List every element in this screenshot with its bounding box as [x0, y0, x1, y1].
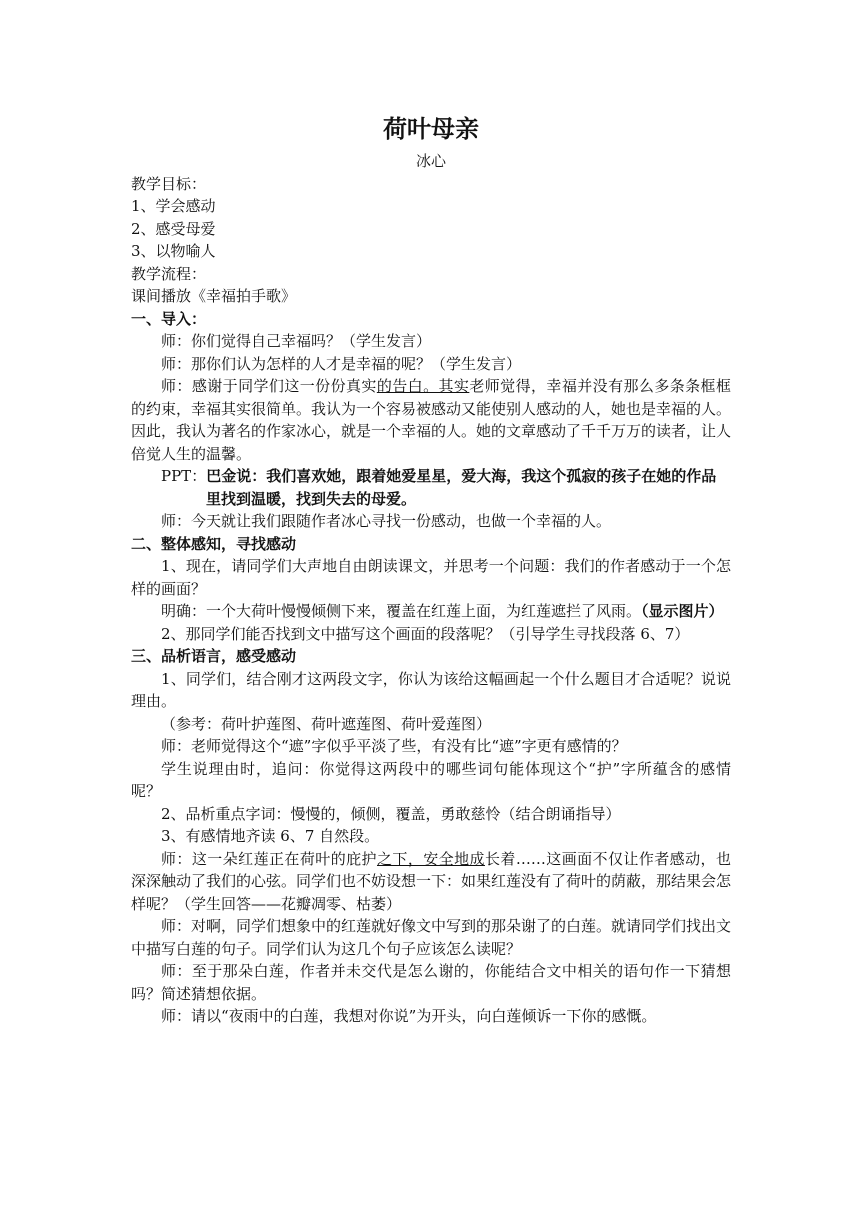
- paragraph: 师：今天就让我们跟随作者冰心寻找一份感动，也做一个幸福的人。: [161, 512, 612, 530]
- text-run: 师：这一朵红莲正在荷叶的庇护: [161, 849, 377, 868]
- section-2-heading: 二、整体感知，寻找感动: [131, 534, 297, 553]
- section-1-heading: 一、导入：: [131, 309, 207, 328]
- document-body: [131, 112, 731, 1028]
- text-run: 老师觉得，幸福并没有那么多条条框框的约束，幸福其实很简单。我认为一个容易被感动又能使别人感动的人，她也是幸福的人。因此，我认为著名的作家冰心，就是一个幸福的人。她的文章感动了千千万万的读者，让人倍觉人生的温馨。: [131, 377, 732, 463]
- pre-class-note: 课间播放《幸福拍手歌》: [131, 287, 297, 305]
- text-run: 师：感谢于同学们这一份份真实: [161, 377, 377, 395]
- goal-item: 2、感受母爱: [131, 219, 216, 238]
- underlined-text: 的告白。其实: [376, 377, 470, 395]
- goal-item: 3、以物喻人: [131, 242, 216, 260]
- underlined-text: 之下，安全地成: [376, 849, 485, 868]
- paragraph: 师：对啊，同学们想象中的红莲就好像文中写到的那朵谢了的白莲。就请同学们找出文中描写白莲的句子。同学们认为这几个句子应该怎么读呢？: [131, 917, 732, 958]
- text-run: 长着……这画面不仅让作者感动，也深深触动了我们的心弦。同学们也不妨设想一下：如果红莲没有了荷叶的荫蔽，那结果会怎样呢？（学生回答——花瓣凋零、枯萎）: [131, 849, 732, 913]
- paragraph: 1、现在，请同学们大声地自由朗读课文，并思考一个问题：我们的作者感动于一个怎样的画面？: [131, 557, 731, 598]
- paragraph: 学生说理由时，追问：你觉得这两段中的哪些词句能体现这个“护”字所蕴含的感情呢？: [131, 759, 731, 800]
- paragraph: 师：至于那朵白莲，作者并未交代是怎么谢的，你能结合文中相关的语句作一下猜想吗？简述猜想依据。: [131, 962, 731, 1003]
- paragraph: 师：那你们认为怎样的人才是幸福的呢？（学生发言）: [161, 354, 522, 373]
- paragraph: 2、品析重点字词：慢慢的，倾侧，覆盖，勇敢慈怜（结合朗诵指导）: [161, 804, 621, 823]
- paragraph: （参考：荷叶护莲图、荷叶遮莲图、荷叶爱莲图）: [161, 714, 492, 733]
- bold-text: （显示图片）: [641, 602, 724, 620]
- ppt-quote: [131, 465, 731, 510]
- paragraph: [131, 848, 731, 916]
- paragraph: [131, 600, 731, 623]
- paragraph: 师：老师觉得这个“遮”字似乎平淡了些，有没有比“遮”字更有感情的？: [161, 737, 627, 755]
- goal-item: 1、学会感动: [131, 197, 216, 215]
- paragraph: 3、有感情地齐读 6、7 自然段。: [161, 827, 380, 845]
- page-title: 荷叶母亲: [383, 114, 479, 143]
- section-3-heading: 三、品析语言，感受感动: [131, 647, 297, 665]
- paragraph: 师：你们觉得自己幸福吗？（学生发言）: [161, 332, 432, 350]
- paragraph: 1、同学们，结合刚才这两段文字，你认为该给这幅画起一个什么题目才合适呢？说说理由。: [131, 669, 731, 710]
- paragraph: 2、那同学们能否找到文中描写这个画面的段落呢？（引导学生寻找段落 6、7）: [161, 624, 690, 643]
- text-run: 明确：一个大荷叶慢慢倾侧下来，覆盖在红莲上面，为红莲遮拦了风雨。: [161, 602, 642, 620]
- ppt-label: PPT：: [161, 467, 207, 485]
- flow-heading: 教学流程：: [131, 264, 207, 283]
- paragraph: [131, 375, 731, 465]
- paragraph: 师：请以“夜雨中的白莲，我想对你说”为开头，向白莲倾诉一下你的感慨。: [161, 1007, 657, 1025]
- goals-heading: 教学目标：: [131, 174, 207, 193]
- author: 冰心: [415, 152, 446, 170]
- ppt-quote-text: 巴金说：我们喜欢她，跟着她爱星星，爱大海，我这个孤寂的孩子在她的作品里找到温暖，找到失去的母爱。: [206, 467, 717, 508]
